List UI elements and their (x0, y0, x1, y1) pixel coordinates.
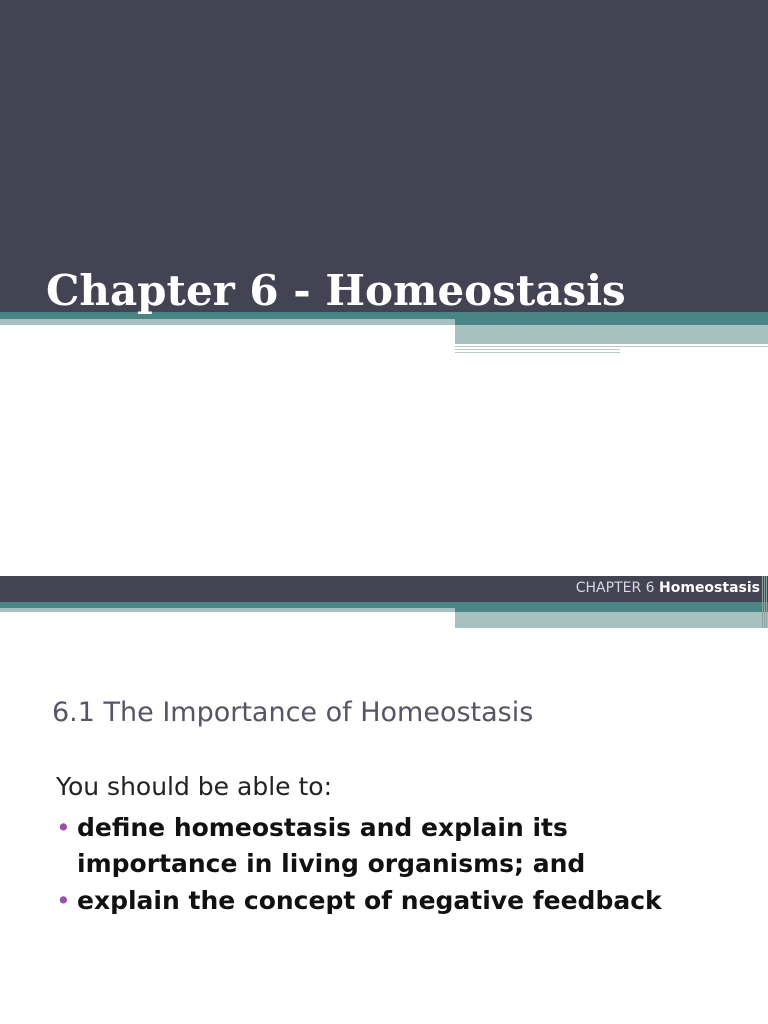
accent-stripe (455, 346, 768, 347)
slide-title: Chapter 6 - Homeostasis (46, 266, 626, 315)
chapter-label: CHAPTER 6 (575, 580, 655, 596)
light-accent-block (455, 612, 768, 628)
list-item (56, 810, 736, 882)
intro-text: You should be able to: (56, 772, 332, 801)
section-heading: 6.1 The Importance of Homeostasis (52, 697, 534, 728)
light-accent-block (455, 325, 768, 344)
light-accent-bar (0, 608, 455, 612)
list-item-text: explain the concept of negative feedback (77, 886, 662, 915)
accent-stripe (455, 352, 620, 353)
chapter-header (576, 580, 760, 596)
content-slide (0, 576, 768, 1024)
bullet-icon: • (56, 886, 71, 915)
bullet-icon: • (56, 813, 71, 842)
list-item-text: define homeostasis and explain its importance in living organisms; and (77, 813, 586, 878)
list-item (56, 883, 736, 919)
white-tab (0, 325, 455, 355)
objectives-list (56, 810, 736, 919)
vertical-stripes (762, 576, 768, 628)
accent-stripe (455, 349, 620, 350)
chapter-topic: Homeostasis (659, 580, 760, 596)
